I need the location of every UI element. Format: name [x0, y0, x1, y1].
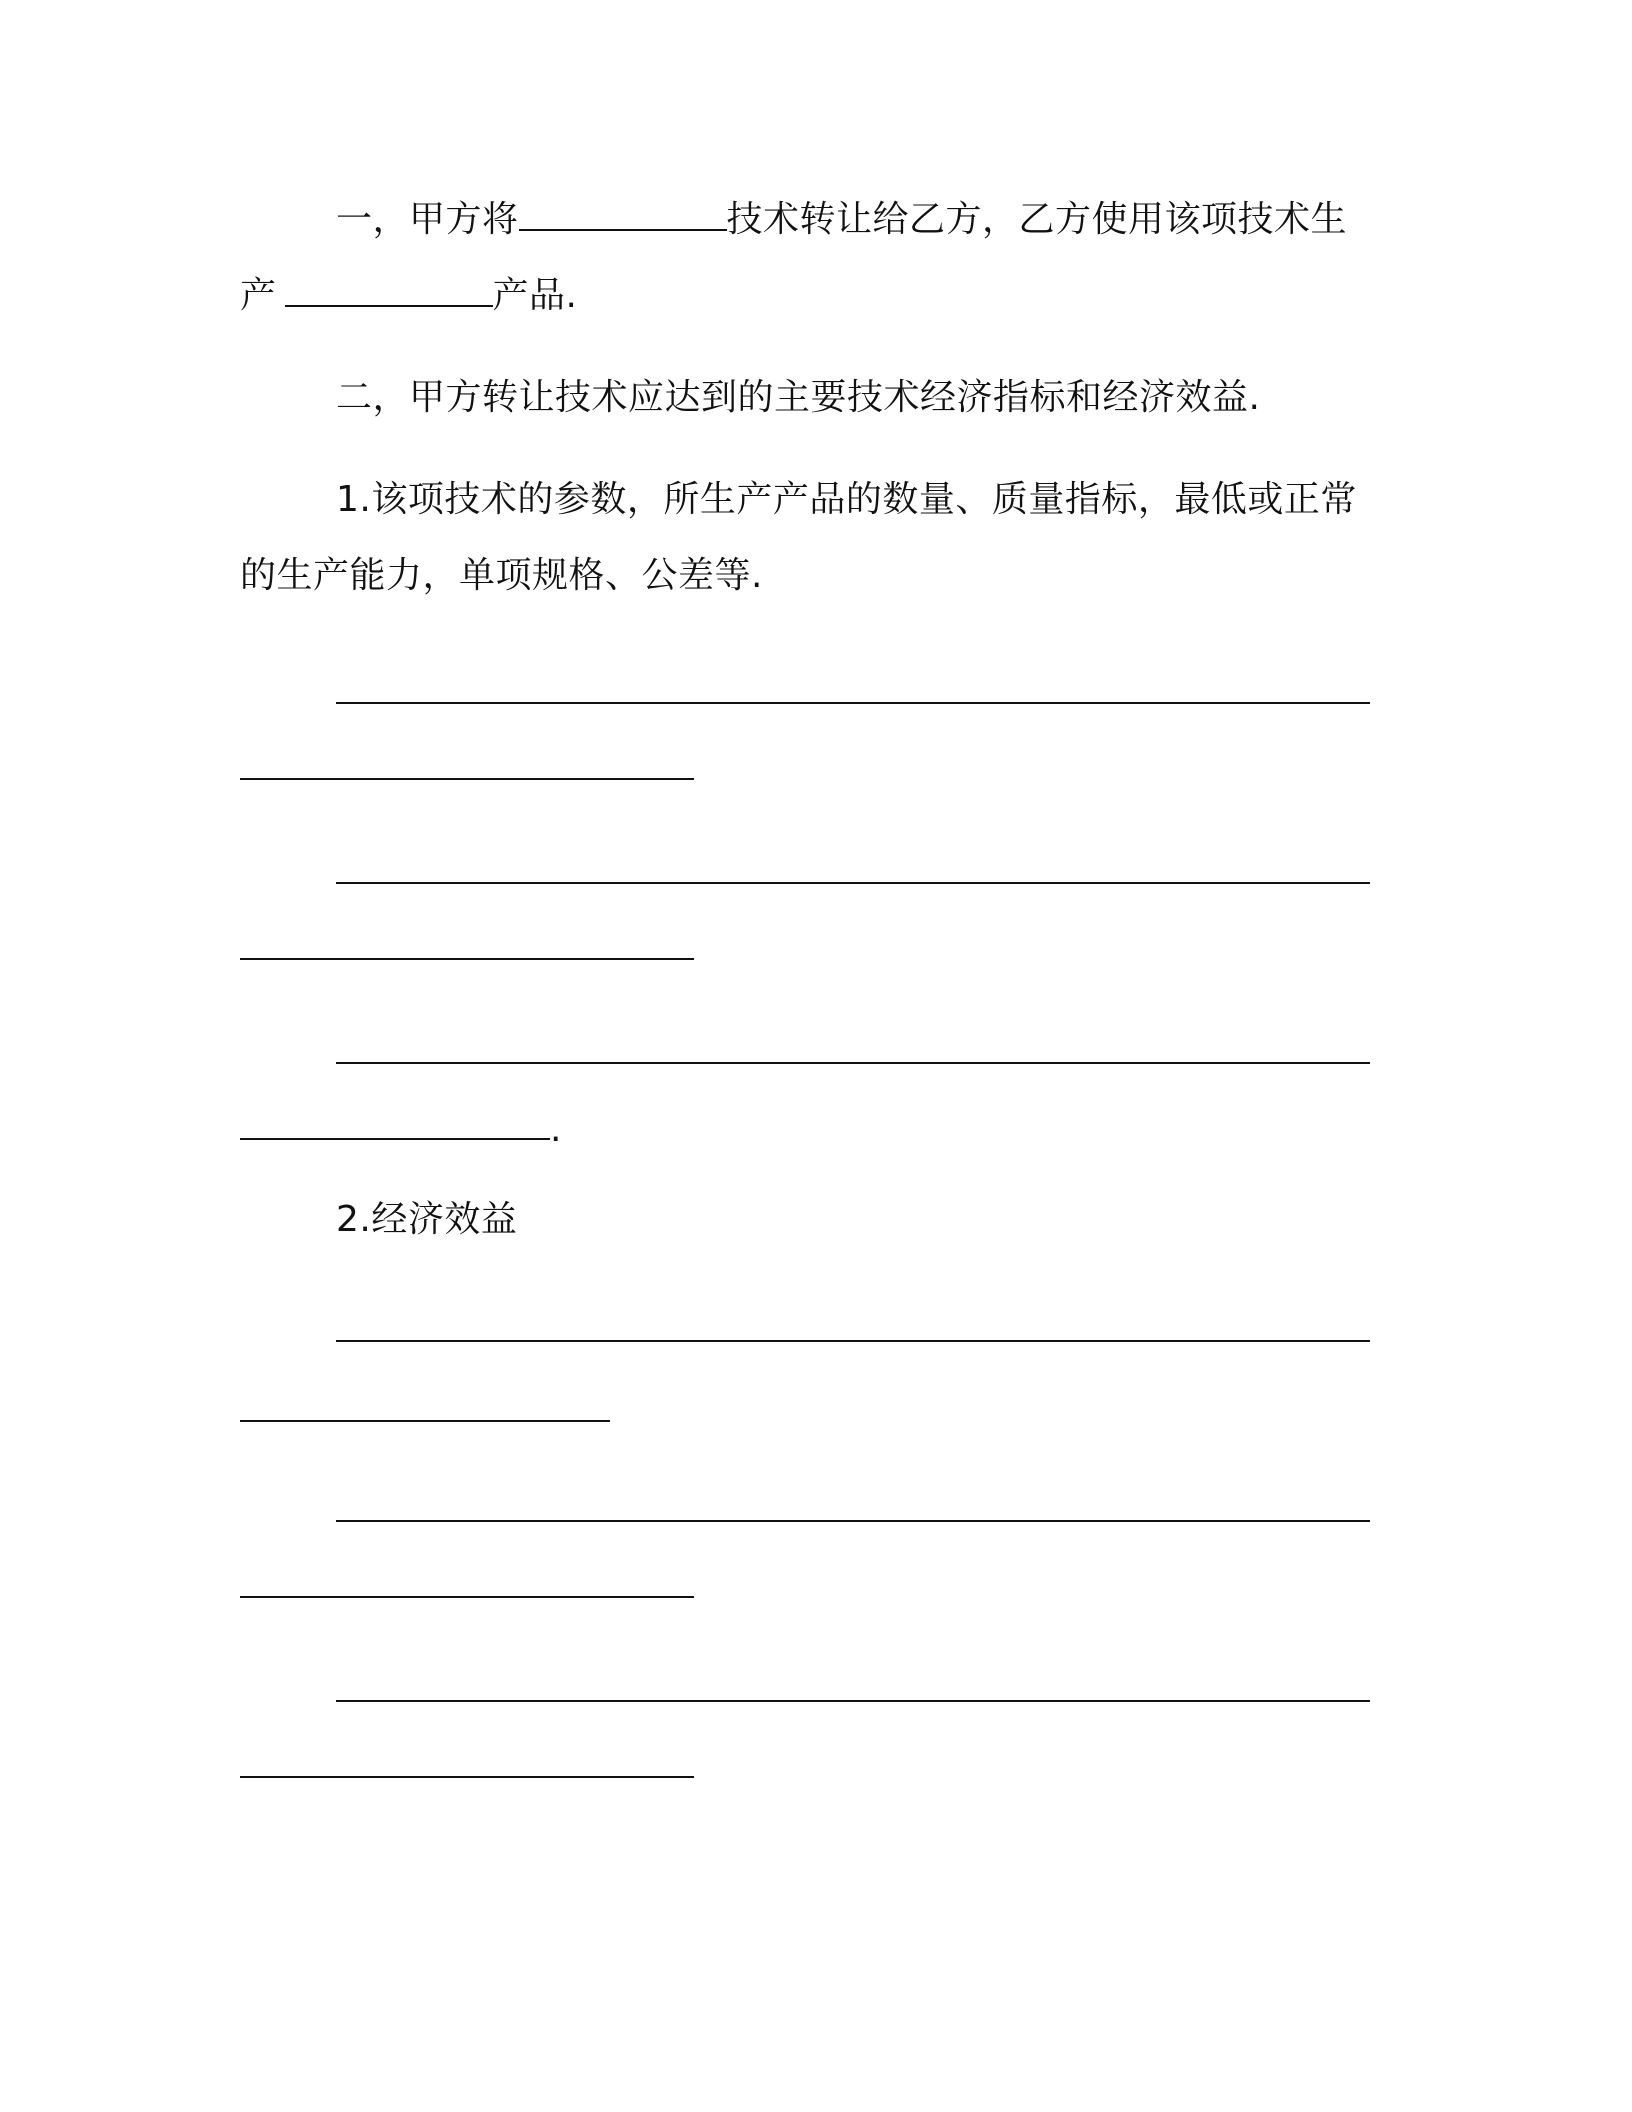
item-one-fill-rule-1b[interactable] — [240, 778, 694, 780]
product-name-blank[interactable] — [285, 271, 493, 307]
section-one-text-d: 产品. — [492, 275, 578, 316]
item-two-fill-rule-1a[interactable] — [336, 1340, 1370, 1342]
item-one-fill-rule-3a[interactable] — [336, 1062, 1370, 1064]
item-one-fill-rule-2a[interactable] — [336, 882, 1370, 884]
section-one-text-a: 一，甲方将 — [336, 199, 519, 240]
item-two-fill-rule-2a[interactable] — [336, 1520, 1370, 1522]
section-one-line-1 — [336, 190, 1370, 250]
item-one-fill-rule-1a[interactable] — [336, 702, 1370, 704]
item-two-heading: 2.经济效益 — [336, 1199, 518, 1240]
item-one-line-2: 的生产能力，单项规格、公差等. — [240, 555, 763, 596]
item-one-fill-rule-3b[interactable] — [240, 1138, 550, 1140]
section-one-text-c: 产 — [240, 275, 277, 316]
section-one-line-2 — [240, 266, 1370, 326]
technology-name-blank[interactable] — [519, 195, 727, 231]
item-one-fill-rule-2b[interactable] — [240, 958, 694, 960]
section-two-heading: 二，甲方转让技术应达到的主要技术经济指标和经济效益. — [336, 377, 1261, 418]
section-one-text-b: 技术转让给乙方，乙方使用该项技术生 — [726, 199, 1348, 240]
item-two-fill-rule-1b[interactable] — [240, 1420, 610, 1422]
item-two-fill-rule-3a[interactable] — [336, 1700, 1370, 1702]
item-one-final-period: . — [550, 1109, 562, 1150]
item-two-fill-rule-2b[interactable] — [240, 1596, 694, 1598]
item-two-fill-rule-3b[interactable] — [240, 1776, 694, 1778]
item-one-line-1: 1.该项技术的参数，所生产产品的数量、质量指标，最低或正常 — [336, 479, 1357, 520]
